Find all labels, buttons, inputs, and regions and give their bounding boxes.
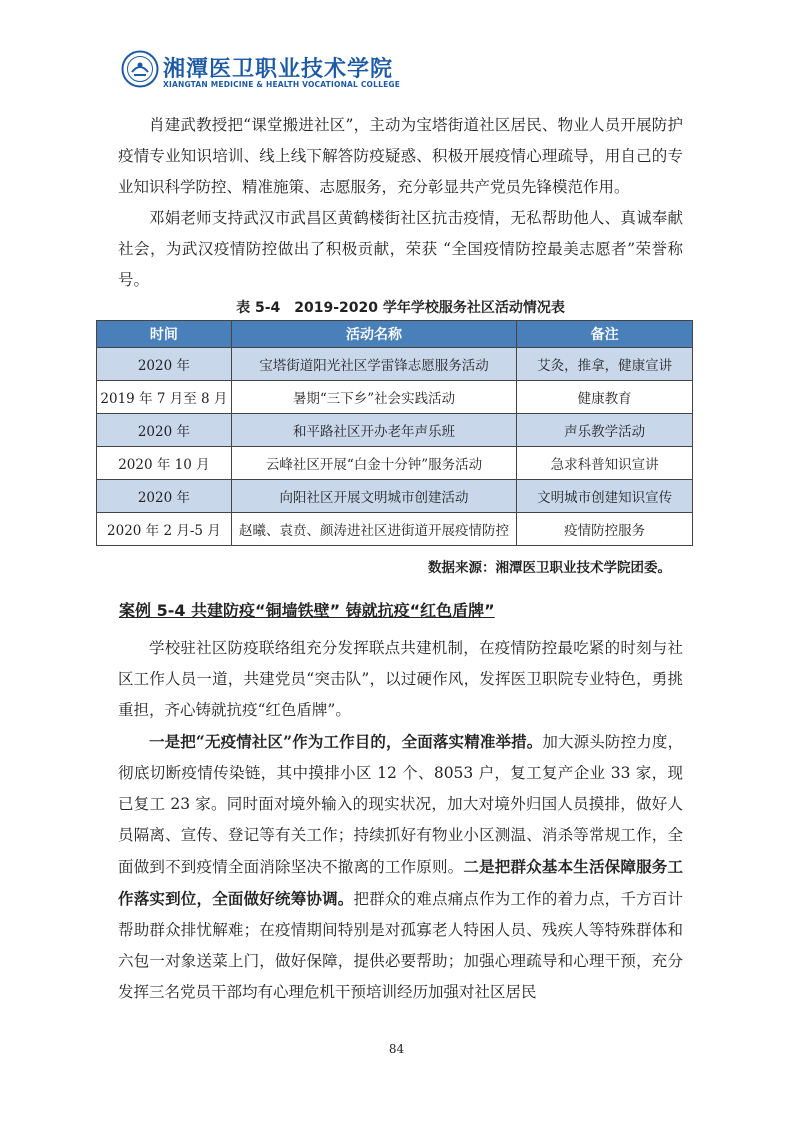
cell-time: 2020 年 2 月-5 月	[97, 513, 232, 546]
cell-activity: 云峰社区开展“白金十分钟”服务活动	[231, 447, 516, 480]
table-row	[97, 480, 693, 513]
table-row	[97, 381, 693, 414]
header-activity: 活动名称	[231, 321, 516, 348]
measure-two-heading: 二是把群众基本生活保障服务工作落实到位，全面做好统筹协调。	[118, 857, 683, 908]
table-caption: 表 5-4 2019-2020 学年学校服务社区活动情况表	[236, 300, 565, 316]
case-measures-paragraph	[118, 726, 683, 1008]
cell-activity: 和平路社区开办老年声乐班	[231, 414, 516, 447]
cell-remark: 文明城市创建知识宣传	[517, 480, 693, 513]
cell-time: 2020 年	[97, 480, 232, 513]
paragraph-deng-juan: 邓娟老师支持武汉市武昌区黄鹤楼街社区抗击疫情，无私帮助他人、真诚奉献社会，为武汉疫情防控做出了积极贡献，荣获 “全国疫情防控最美志愿者”荣誉称号。	[118, 209, 683, 289]
cell-activity: 暑期“三下乡”社会实践活动	[231, 381, 516, 414]
college-logo	[121, 50, 481, 94]
table-row	[97, 414, 693, 447]
cell-remark: 艾灸，推拿，健康宣讲	[517, 348, 693, 381]
table-row	[97, 348, 693, 381]
case-title: 案例 5-4 共建防疫“铜墙铁壁” 铸就抗疫“红色盾牌”	[119, 601, 495, 620]
cell-time: 2020 年 10 月	[97, 447, 232, 480]
college-name-cn: 湘潭医卫职业技术学院	[163, 56, 394, 82]
measure-one-text: 加大源头防控力度，彻底切断疫情传染链，其中摸排小区 12 个、8053 户，复工复产企业 33 家，现已复工 23 家。同时面对境外输入的现实状况，加大对境外归国人员摸排，做好人员隔离、宣传、登记等有关工作；持续抓好有物业小区测温、消杀等常规工作，全面做到不到疫情全面消除坚决不撤离的工作原则。	[118, 733, 683, 876]
measure-one-heading: 一是把“无疫情社区”作为工作目的，全面落实精准举措。	[149, 732, 543, 751]
paragraph-xiao-jianwu: 肖建武教授把“课堂搬进社区”，主动为宝塔街道社区居民、物业人员开展防护疫情专业知识培训、线上线下解答防疫疑惑、积极开展疫情心理疏导，用自己的专业知识科学防控、精准施策、志愿服务，充分彰显共产党员先锋模范作用。	[118, 116, 683, 196]
college-emblem-icon	[121, 50, 159, 88]
cell-activity: 宝塔街道阳光社区学雷锋志愿服务活动	[231, 348, 516, 381]
cell-activity: 向阳社区开展文明城市创建活动	[231, 480, 516, 513]
header-time: 时间	[97, 321, 232, 348]
cell-remark: 疫情防控服务	[517, 513, 693, 546]
case-intro-paragraph: 学校驻社区防疫联络组充分发挥联点共建机制，在疫情防控最吃紧的时刻与社区工作人员一道，共建党员“突击队”，以过硬作风，发挥医卫职院专业特色，勇挑重担，齐心铸就抗疫“红色盾牌”。	[118, 639, 683, 719]
page-number: 84	[388, 1042, 405, 1056]
cell-activity: 赵曦、袁贲、颜涛进社区进街道开展疫情防控	[231, 513, 516, 546]
community-service-table	[96, 320, 693, 546]
cell-remark: 健康教育	[517, 381, 693, 414]
header-remark: 备注	[517, 321, 693, 348]
table-header-row	[97, 321, 693, 348]
cell-remark: 声乐教学活动	[517, 414, 693, 447]
measure-two-text: 把群众的难点痛点作为工作的着力点，千方百计帮助群众排忧解难；在疫情期间特别是对孤寡老人特困人员、残疾人等特殊群体和六包一对象送菜上门，做好保障，提供必要帮助；加强心理疏导和心理干预，充分发挥三名党员干部均有心理危机干预培训经历加强对社区居民	[118, 890, 683, 1001]
table-source-note: 数据来源：湘潭医卫职业技术学院团委。	[428, 560, 671, 576]
college-name-en: XIANGTAN MEDICINE & HEALTH VOCATIONAL COLLEGE	[163, 80, 401, 89]
table-row	[97, 513, 693, 546]
cell-time: 2020 年	[97, 348, 232, 381]
cell-time: 2019 年 7 月至 8 月	[97, 381, 232, 414]
cell-remark: 急求科普知识宣讲	[517, 447, 693, 480]
cell-time: 2020 年	[97, 414, 232, 447]
table-row	[97, 447, 693, 480]
